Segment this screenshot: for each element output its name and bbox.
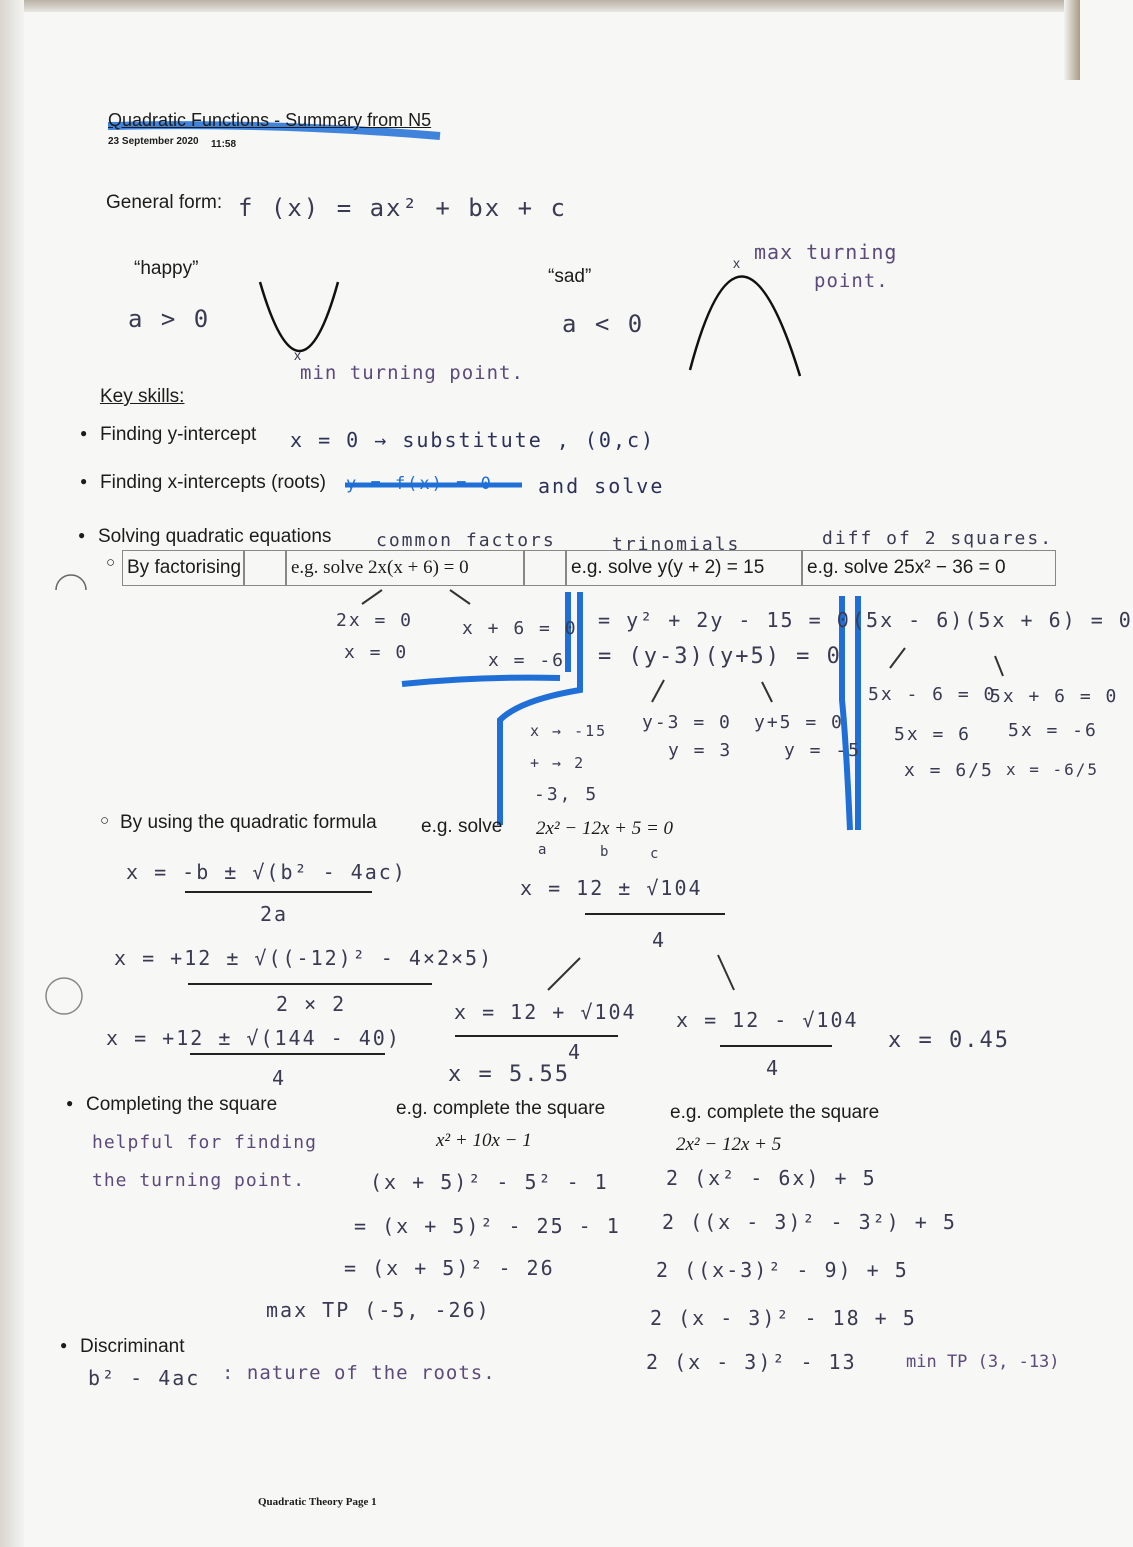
min-point-mark: x (294, 347, 301, 363)
cf-work-line: x = -6 (488, 650, 566, 671)
dots-work-line: 5x = -6 (1008, 720, 1098, 741)
cs-note-2: the turning point. (92, 1170, 306, 1191)
table-cell-empty (244, 550, 286, 586)
cs-eg1-tp: max TP (-5, -26) (266, 1298, 491, 1322)
discriminant-expr: b² - 4ac (88, 1366, 201, 1390)
qf-formula-numerator: x = -b ± √(b² - 4ac) (126, 860, 407, 884)
tri-work-line: y+5 = 0 (754, 712, 844, 733)
cf-work-line: x + 6 = 0 (462, 618, 578, 639)
binder-hole-mark (56, 575, 86, 590)
cf-work-line: 2x = 0 (336, 610, 414, 631)
happy-condition: a > 0 (128, 305, 211, 333)
qf-root-denominator: 4 (652, 928, 667, 952)
qf-plus-numerator: x = 12 + √104 (454, 1000, 637, 1024)
general-form-label: General form: (106, 192, 223, 213)
cs-eg1-expr: x² + 10x − 1 (436, 1130, 532, 1151)
tri-work-line: + → 2 (530, 754, 586, 772)
qf-coeff-c: c (650, 846, 661, 862)
qf-coeff-b: b (600, 844, 611, 860)
qf-minus-numerator: x = 12 - √104 (676, 1008, 859, 1032)
max-tp-note-2: point. (814, 270, 889, 292)
cs-eg1-work: = (x + 5)² - 25 - 1 (354, 1214, 621, 1238)
col-note-common-factors: common factors (376, 530, 556, 551)
completing-square-label: ● Completing the square (86, 1094, 277, 1116)
dots-work-line: 5x + 6 = 0 (990, 686, 1119, 707)
col-note-diff-squares: diff of 2 squares. (822, 528, 1054, 549)
tri-work-line: y = 3 (668, 740, 733, 761)
qf-minus-denominator: 4 (766, 1056, 781, 1080)
dots-work-line: 5x = 6 (894, 724, 972, 745)
cs-eg2-label: e.g. complete the square (670, 1102, 880, 1123)
happy-parabola (260, 282, 338, 351)
tri-work-line: x → -15 (530, 722, 608, 740)
cs-eg2-work: 2 (x - 3)² - 18 + 5 (650, 1306, 917, 1330)
skill-x-intercepts-note: and solve (538, 474, 665, 498)
qf-simp-denominator: 4 (272, 1066, 287, 1090)
col-note-trinomials: trinomials (612, 534, 741, 555)
max-tp-note-1: max turning (754, 240, 898, 264)
qf-root-numerator: x = 12 ± √104 (520, 876, 703, 900)
sad-parabola (690, 276, 800, 376)
cs-eg2-work: 2 (x² - 6x) + 5 (666, 1166, 877, 1190)
qf-sub-numerator: x = +12 ± √((-12)² - 4×2×5) (114, 946, 494, 970)
example-common-factor: e.g. solve 2x(x + 6) = 0 (286, 550, 524, 586)
sad-label: “sad” (548, 266, 592, 287)
cs-eg2-work: 2 (x - 3)² - 13 (646, 1350, 857, 1374)
discriminant-note: : nature of the roots. (222, 1362, 496, 1384)
page-date: 23 September 2020 (108, 136, 199, 147)
skill-solving: ● Solving quadratic equations (98, 526, 331, 548)
tri-work-line: y-3 = 0 (642, 712, 732, 733)
qf-equation: 2x² − 12x + 5 = 0 (536, 818, 674, 839)
skill-y-intercept-note: x = 0 → substitute , (0,c) (290, 428, 656, 452)
qf-formula-denominator: 2a (260, 902, 289, 926)
skill-y-intercept: ● Finding y-intercept (100, 424, 256, 446)
cs-eg1-work: (x + 5)² - 5² - 1 (370, 1170, 609, 1194)
dots-work-line: x = 6/5 (904, 760, 994, 781)
example-trinomial: e.g. solve y(y + 2) = 15 (566, 550, 802, 586)
page-title: Quadratic Functions - Summary from N5 (108, 110, 432, 130)
cf-work-line: x = 0 (344, 642, 409, 663)
cs-eg2-work: 2 ((x-3)² - 9) + 5 (656, 1258, 909, 1282)
skill-x-intercepts: ● Finding x-intercepts (roots) (100, 472, 326, 494)
general-form-expr: f (x) = ax² + bx + c (238, 194, 567, 222)
quadratic-formula-label: ○ By using the quadratic formula (120, 812, 377, 834)
qf-plus-denominator: 4 (568, 1040, 583, 1064)
cs-eg2-work: 2 ((x - 3)² - 3²) + 5 (662, 1210, 957, 1234)
qf-eg-label: e.g. solve (421, 816, 503, 837)
max-point-mark: x (733, 255, 740, 271)
skill-x-intercepts-struck: y = f(x) = 0 (346, 474, 493, 494)
cs-note-1: helpful for finding (92, 1132, 317, 1153)
dots-work-line: x = -6/5 (1006, 760, 1100, 779)
qf-answer-2: x = 0.45 (888, 1028, 1010, 1053)
tri-work-line: -3, 5 (534, 784, 599, 805)
qf-coeff-a: a (538, 842, 549, 858)
tri-work-line: = y² + 2y - 15 = 0 (598, 608, 851, 632)
factorising-label: By factorising (122, 550, 244, 586)
cs-eg2-expr: 2x² − 12x + 5 (676, 1134, 782, 1155)
tri-work-line: y = -5 (784, 740, 862, 761)
binder-hole-mark (46, 978, 82, 1014)
key-skills-heading: Key skills: (100, 386, 185, 407)
cs-eg1-label: e.g. complete the square (396, 1098, 606, 1119)
cs-eg1-work: = (x + 5)² - 26 (344, 1256, 555, 1280)
dots-work-line: 5x - 6 = 0 (868, 684, 997, 705)
discriminant-label: ● Discriminant (80, 1336, 185, 1358)
happy-label: “happy” (134, 258, 199, 279)
min-tp-note: min turning point. (300, 362, 524, 384)
example-diff-squares: e.g. solve 25x² − 36 = 0 (802, 550, 1056, 586)
qf-sub-denominator: 2 × 2 (276, 992, 347, 1016)
page-footer: Quadratic Theory Page 1 (258, 1496, 377, 1508)
divider-blue (402, 678, 560, 684)
sad-condition: a < 0 (562, 310, 645, 338)
page-time: 11:58 (211, 139, 237, 150)
cs-eg2-tp: min TP (3, -13) (906, 1352, 1060, 1372)
table-cell-empty (524, 550, 566, 586)
qf-answer-1: x = 5.55 (448, 1062, 570, 1087)
dots-work-line: (5x - 6)(5x + 6) = 0 (852, 608, 1133, 632)
qf-simp-numerator: x = +12 ± √(144 - 40) (106, 1026, 401, 1050)
tri-work-line: = (y-3)(y+5) = 0 (598, 644, 842, 669)
